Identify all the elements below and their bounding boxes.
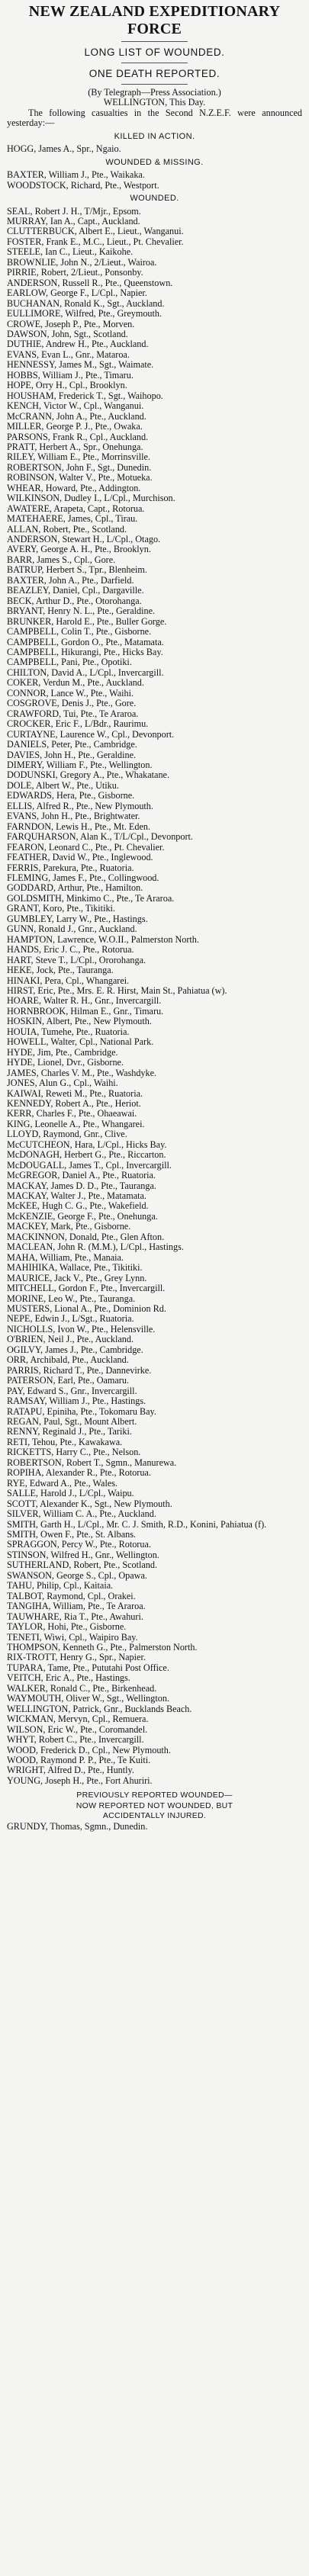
casualty-entry: BEAZLEY, Daniel, Cpl., Dargaville.: [7, 585, 144, 596]
casualty-entry: HAMPTON, Lawrence, W.O.II., Palmerston North.: [7, 933, 199, 945]
casualty-entry: SWANSON, George S., Cpl., Opawa.: [7, 1569, 147, 1581]
correction-heading-line-3: ACCIDENTALLY INJURED.: [102, 1811, 207, 1821]
casualty-entry: WOOD, Raymond P. P., Pte., Te Kuiti.: [7, 1754, 151, 1765]
casualty-entry: COSGROVE, Denis J., Pte., Gore.: [7, 698, 137, 709]
casualty-entry: MACLEAN, John R. (M.M.), L/Cpl., Hastings.: [7, 1241, 184, 1253]
casualty-entry: McCUTCHEON, Hara, L/Cpl., Hicks Bay.: [7, 1139, 167, 1150]
casualty-entry: GUMBLEY, Larry W., Pte., Hastings.: [7, 913, 148, 924]
casualty-entry: WICKMAN, Mervyn, Cpl., Remuera.: [7, 1714, 149, 1725]
casualty-entry: TANGIHA, William, Pte., Te Araroa.: [7, 1601, 146, 1612]
casualty-entry: KENNEDY, Robert A., Pte., Heriot.: [7, 1097, 141, 1109]
casualty-entry: O'BRIEN, Neil J., Pte., Auckland.: [7, 1334, 134, 1345]
casualty-entry: SALLE, Harold J., L/Cpl., Waipu.: [7, 1488, 134, 1499]
casualty-entry: LLOYD, Raymond, Gnr., Clive.: [7, 1129, 127, 1140]
casualty-entry: TAYLOR, Hohi, Pte., Gisborne.: [7, 1621, 127, 1633]
casualty-entry: ROBINSON, Walter V., Pte., Motueka.: [7, 472, 153, 483]
correction-heading: [7, 1791, 302, 1821]
casualty-entry: KERR, Charles F., Pte., Ohaeawai.: [7, 1108, 137, 1119]
casualty-entry: STINSON, Wilfred H., Gnr., Wellington.: [7, 1549, 159, 1560]
casualty-entry: HYDE, Lionel, Dvr., Gisborne.: [7, 1057, 124, 1068]
casualty-entry: McCRANN, John A., Pte., Auckland.: [7, 410, 146, 422]
casualty-entry: HOWELL, Walter, Cpl., National Park.: [7, 1036, 154, 1048]
casualty-entry: YOUNG, Joseph H., Pte., Fort Ahuriri.: [7, 1775, 153, 1786]
casualty-entry: HART, Steve T., L/Cpl., Ororohanga.: [7, 954, 146, 965]
casualty-entry: REGAN, Paul, Sgt., Mount Albert.: [7, 1416, 137, 1427]
casualty-entry: OGILVY, James J., Pte., Cambridge.: [7, 1344, 143, 1355]
casualty-entry: WALKER, Ronald C., Pte., Birkenhead.: [7, 1682, 157, 1694]
casualty-entry: RETI, Tehou, Pte., Kawakawa.: [7, 1436, 123, 1447]
casualty-entry: DAVIES, John H., Pte., Geraldine.: [7, 749, 137, 760]
casualty-entry: FARNDON, Lewis H., Pte., Mt. Eden.: [7, 821, 150, 832]
casualty-entry: GUNN, Ronald J., Gnr., Auckland.: [7, 923, 137, 935]
casualty-entry: MAHA, William, Pte., Manaia.: [7, 1251, 124, 1263]
casualty-entry: CURTAYNE, Laurence W., Cpl., Devonport.: [7, 728, 175, 740]
casualty-entry: CAMPBELL, Gordon O., Pte., Matamata.: [7, 636, 164, 647]
casualty-entry: THOMPSON, Kenneth G., Pte., Palmerston North.: [7, 1641, 198, 1653]
casualty-entry: HOUSHAM, Frederick T., Sgt., Waihopo.: [7, 390, 163, 401]
casualty-entry: SCOTT, Alexander K., Sgt., New Plymouth.: [7, 1498, 172, 1509]
casualty-entry: EVANS, Evan L., Gnr., Mataroa.: [7, 348, 130, 360]
casualty-entry: FARQUHARSON, Alan K., T/L/Cpl., Devonport.: [7, 831, 193, 843]
casualty-entry: HOBBS, William J., Pte., Timaru.: [7, 369, 134, 381]
headline-line-2: FORCE: [127, 21, 182, 37]
casualty-entry: MUSTERS, Lional A., Pte., Dominion Rd.: [7, 1303, 166, 1315]
casualty-entry: SILVER, William C. A., Pte., Auckland.: [7, 1508, 156, 1520]
casualty-entry: KENCH, Victor W., Cpl., Wanganui.: [7, 400, 144, 412]
casualty-entry: ORR, Archibald, Pte., Auckland.: [7, 1354, 129, 1366]
casualty-entry: CAMPBELL, Hikurangi, Pte., Hicks Bay.: [7, 647, 163, 658]
casualty-entry: FERRIS, Parekura, Pte., Ruatoria.: [7, 862, 134, 873]
casualty-entry: RENNY, Reginald J., Pte., Tariki.: [7, 1426, 132, 1437]
casualty-entry: COKER, Verdun M., Pte., Auckland.: [7, 677, 144, 689]
wounded-missing-heading: WOUNDED & MISSING.: [105, 157, 204, 167]
casualty-entry: BATRUP, Herbert S., Tpr., Blenheim.: [7, 564, 147, 576]
casualty-entry: PARSONS, Frank R., Cpl., Auckland.: [7, 431, 149, 442]
casualty-entry: SPRAGGON, Percy W., Pte., Rotorua.: [7, 1539, 151, 1550]
killed-heading: KILLED IN ACTION.: [114, 131, 195, 141]
casualty-entry: SEAL, Robert J. H., T/Mjr., Epsom.: [7, 205, 141, 217]
casualty-entry: WRIGHT, Alfred D., Pte., Huntly.: [7, 1765, 134, 1776]
killed-list: [7, 144, 302, 154]
casualty-entry: BAXTER, William J., Pte., Waikaka.: [7, 169, 145, 181]
casualty-entry: WHEAR, Howard, Pte., Addington.: [7, 482, 141, 493]
casualty-entry: HIRST, Eric, Pte., Mrs. E. R. Hirst, Main St., Pahiatua (w).: [7, 984, 227, 996]
casualty-entry: CHILTON, David A., L/Cpl., Invercargill.: [7, 666, 164, 678]
casualty-entry: MORINE, Leo W., Pte., Tauranga.: [7, 1293, 136, 1304]
casualty-entry: HENNESSY, James M., Sgt., Waimate.: [7, 359, 154, 371]
casualty-entry: HOGG, James A., Spr., Ngaio.: [7, 143, 121, 155]
casualty-entry: GOLDSMITH, Minkimo C., Pte., Te Araroa.: [7, 892, 175, 904]
agency-credit: (By Telegraph—Press Association.): [88, 87, 221, 98]
casualty-entry: CLUTTERBUCK, Albert E., Lieut., Wanganui.: [7, 226, 184, 237]
casualty-entry: HOPE, Orry H., Cpl., Brooklyn.: [7, 380, 127, 391]
casualty-entry: JONES, Alun G., Cpl., Waihi.: [7, 1078, 118, 1089]
casualty-entry: RIX-TROTT, Henry G., Spr., Napier.: [7, 1652, 146, 1663]
casualty-entry: STEELE, Ian C., Lieut., Kaikohe.: [7, 246, 134, 258]
casualty-entry: PATERSON, Earl, Pte., Oamaru.: [7, 1375, 130, 1386]
casualty-entry: BUCHANAN, Ronald K., Sgt., Auckland.: [7, 297, 165, 309]
casualty-entry: RICKETTS, Harry C., Pte., Nelson.: [7, 1447, 141, 1458]
casualty-entry: MITCHELL, Gordon F., Pte., Invercargill.: [7, 1283, 166, 1294]
casualty-entry: ANDERSON, Stewart H., L/Cpl., Otago.: [7, 534, 161, 545]
casualty-entry: FEATHER, David W., Pte., Inglewood.: [7, 852, 153, 863]
intro-paragraph: The following casualties in the Second N.Z.E.F. were announced yesterday:—: [7, 107, 302, 129]
casualty-entry: WELLINGTON, Patrick, Gnr., Bucklands Beach.: [7, 1703, 192, 1714]
casualty-entry: EDWARDS, Hera, Pte., Gisborne.: [7, 790, 135, 801]
casualty-entry: CROCKER, Eric F., L/Bdr., Raurimu.: [7, 718, 149, 730]
casualty-entry: ROBERTSON, Robert T., Sgmn., Manurewa.: [7, 1457, 177, 1468]
casualty-entry: MAURICE, Jack V., Pte., Grey Lynn.: [7, 1272, 147, 1283]
casualty-entry: ELLIS, Alfred R., Pte., New Plymouth.: [7, 800, 153, 811]
casualty-entry: MACKAY, James D. D., Pte., Tauranga.: [7, 1180, 156, 1191]
casualty-entry: AVERY, George A. H., Pte., Brooklyn.: [7, 544, 151, 555]
casualty-entry: HINAKI, Pera, Cpl., Whangarei.: [7, 975, 130, 986]
casualty-entry: DOLE, Albert W., Pte., Utiku.: [7, 779, 119, 791]
casualty-entry: EARLOW, George F., L/Cpl., Napier.: [7, 287, 147, 299]
casualty-entry: BARR, James S., Cpl., Gore.: [7, 554, 116, 565]
casualty-entry: CROWE, Joseph P., Pte., Morven.: [7, 318, 135, 329]
casualty-entry: PARRIS, Richard T., Pte., Dannevirke.: [7, 1364, 152, 1376]
casualty-entry: MATEHAERE, James, Cpl., Tirau.: [7, 513, 138, 525]
headline-line-1: NEW ZEALAND EXPEDITIONARY: [28, 3, 281, 20]
casualty-entry: PRATT, Herbert A., Spr., Onehunga.: [7, 441, 143, 452]
casualty-entry: MACKEY, Mark, Pte., Gisborne.: [7, 1221, 131, 1232]
headline-divider: [121, 41, 188, 42]
casualty-entry: BECK, Arthur D., Pte., Otorohanga.: [7, 595, 142, 606]
casualty-entry: EULLIMORE, Wilfred, Pte., Greymouth.: [7, 308, 163, 320]
casualty-entry: RAMSAY, William J., Pte., Hastings.: [7, 1396, 146, 1407]
wounded-heading: WOUNDED.: [130, 194, 179, 204]
casualty-entry: DIMERY, William F., Pte., Wellington.: [7, 760, 153, 770]
casualty-entry: DAWSON, John, Sgt., Scotland.: [7, 328, 128, 339]
deck-line-1: LONG LIST OF WOUNDED.: [84, 47, 225, 58]
casualty-entry: CONNOR, Lance W., Pte., Waihi.: [7, 687, 134, 699]
casualty-entry: FOSTER, Frank E., M.C., Lieut., Pt. Chevalier.: [7, 236, 184, 247]
dateline: WELLINGTON, This Day.: [103, 97, 206, 108]
casualty-entry: SMITH, Garth H., L/Cpl., Mr. C. J. Smith, R.D., Konini, Pahiatua (f).: [7, 1518, 267, 1530]
casualty-entry: NEPE, Edwin J., L/Sgt., Ruatoria.: [7, 1313, 134, 1325]
casualty-entry: HOUIA, Tumehe, Pte., Ruatoria.: [7, 1026, 130, 1037]
casualty-entry: WOODSTOCK, Richard, Pte., Westport.: [7, 179, 159, 191]
casualty-entry: PAY, Edward S., Gnr., Invercargill.: [7, 1385, 137, 1396]
casualty-entry: BAXTER, John A., Pte., Darfield.: [7, 574, 134, 586]
casualty-entry: MAHIHIKA, Wallace, Pte., Tikitiki.: [7, 1262, 143, 1274]
casualty-entry: FEARON, Leonard C., Pte., Pt. Chevalier.: [7, 841, 165, 853]
casualty-entry: WILKINSON, Dudley I., L/Cpl., Murchison.: [7, 493, 175, 504]
wounded-missing-list: [7, 170, 302, 191]
casualty-entry: WILSON, Eric W., Pte., Coromandel.: [7, 1723, 148, 1735]
casualty-entry: SUTHERLAND, Robert, Pte., Scotland.: [7, 1559, 158, 1571]
casualty-entry: KAIWAI, Reweti M., Pte., Ruatoria.: [7, 1087, 143, 1099]
casualty-entry: WAYMOUTH, Oliver W., Sgt., Wellington.: [7, 1693, 169, 1704]
casualty-entry: GODDARD, Arthur, Pte., Hamilton.: [7, 882, 143, 894]
casualty-entry: DUTHIE, Andrew H., Pte., Auckland.: [7, 339, 149, 350]
casualty-entry: McKEE, Hugh C. G., Pte., Wakefield.: [7, 1200, 149, 1212]
casualty-entry: ANDERSON, Russell R., Pte., Queenstown.: [7, 277, 173, 288]
casualty-entry: ROBERTSON, John F., Sgt., Dunedin.: [7, 461, 152, 473]
casualty-entry: HANDS, Eric J. C., Pte., Rotorua.: [7, 944, 134, 956]
casualty-entry: PIRRIE, Robert, 2/Lieut., Ponsonby.: [7, 267, 143, 278]
casualty-entry: ALLAN, Robert, Pte., Scotland.: [7, 523, 127, 535]
casualty-entry: TALBOT, Raymond, Cpl., Orakei.: [7, 1590, 136, 1601]
casualty-entry: CRAWFORD, Tui, Pte., Te Araroa.: [7, 708, 139, 719]
casualty-entry: CAMPBELL, Colin T., Pte., Gisborne.: [7, 626, 152, 638]
casualty-entry: McDONAGH, Herbert G., Pte., Riccarton.: [7, 1149, 166, 1161]
headline: [7, 3, 302, 38]
casualty-entry: WHYT, Robert C., Pte., Invercargill.: [7, 1734, 144, 1746]
casualty-entry: SMITH, Owen F., Pte., St. Albans.: [7, 1528, 136, 1540]
casualty-entry: RATAPU, Epiniha, Pte., Tokomaru Bay.: [7, 1405, 156, 1417]
casualty-entry: McGREGOR, Daniel A., Pte., Ruatoria.: [7, 1170, 156, 1181]
deck-divider-2: [121, 84, 188, 85]
casualty-entry: HOARE, Walter R. H., Gnr., Invercargill.: [7, 995, 162, 1007]
casualty-entry: HOSKIN, Albert, Pte., New Plymouth.: [7, 1016, 152, 1027]
casualty-entry: RYE, Edward A., Pte., Wales.: [7, 1477, 118, 1489]
wounded-list: [7, 207, 302, 1787]
casualty-entry: HEKE, Jock, Pte., Tauranga.: [7, 965, 114, 976]
casualty-entry: BRYANT, Henry N. L., Pte., Geraldine.: [7, 605, 156, 617]
casualty-entry: JAMES, Charles V. M., Pte., Washdyke.: [7, 1067, 157, 1078]
deck-line-2: ONE DEATH REPORTED.: [89, 68, 220, 79]
casualty-entry: McKENZIE, George F., Pte., Onehunga.: [7, 1210, 158, 1222]
casualty-entry: RILEY, William E., Pte., Morrinsville.: [7, 451, 150, 463]
casualty-entry: TAHU, Philip, Cpl., Kaitaia.: [7, 1580, 114, 1592]
casualty-entry: WOOD, Frederick D., Cpl., New Plymouth.: [7, 1744, 171, 1755]
casualty-entry: CAMPBELL, Pani, Pte., Opotiki.: [7, 657, 132, 668]
casualty-entry: HYDE, Jim, Pte., Cambridge.: [7, 1046, 118, 1058]
casualty-entry: MACKINNON, Donald, Pte., Glen Afton.: [7, 1231, 165, 1242]
casualty-entry: MILLER, George P. J., Pte., Owaka.: [7, 421, 143, 432]
casualty-entry: TUPARA, Tame, Pte., Pututahi Post Office.: [7, 1662, 169, 1673]
casualty-entry: GRANT, Koro, Pte., Tikitiki.: [7, 903, 115, 914]
casualty-entry: McDOUGALL, James T., Cpl., Invercargill.: [7, 1159, 172, 1171]
casualty-entry: DODUNSKI, Gregory A., Pte., Whakatane.: [7, 769, 170, 781]
correction-heading-line-1: PREVIOUSLY REPORTED WOUNDED—: [76, 1791, 233, 1800]
casualty-entry: NICHOLLS, Ivon W., Pte., Helensville.: [7, 1323, 156, 1335]
casualty-entry: MURRAY, Ian A., Capt., Auckland.: [7, 215, 140, 226]
casualty-entry: BROWNLIE, John N., 2/Lieut., Wairoa.: [7, 256, 157, 268]
casualty-entry: MACKAY, Walter J., Pte., Matamata.: [7, 1190, 146, 1202]
correction-heading-line-2: NOW REPORTED NOT WOUNDED, BUT: [76, 1800, 233, 1810]
casualty-entry: BRUNKER, Harold E., Pte., Buller Gorge.: [7, 615, 167, 627]
casualty-entry: HORNBROOK, Hilman E., Gnr., Timaru.: [7, 1005, 164, 1017]
casualty-entry: ROPIHA, Alexander R., Pte., Rotorua.: [7, 1467, 151, 1479]
casualty-entry: TENETI, Wiwi, Cpl., Waipiro Bay.: [7, 1631, 138, 1643]
casualty-entry: VEITCH, Eric A., Pte., Hastings.: [7, 1672, 130, 1684]
casualty-entry: AWATERE, Arapeta, Capt., Rotorua.: [7, 503, 145, 514]
casualty-entry: FLEMING, James F., Pte., Collingwood.: [7, 872, 159, 883]
correction-entry: GRUNDY, Thomas, Sgmn., Dunedin.: [7, 1820, 148, 1832]
casualty-entry: DANIELS, Peter, Pte., Cambridge.: [7, 739, 137, 750]
casualty-entry: EVANS, John H., Pte., Brightwater.: [7, 811, 140, 822]
casualty-entry: KING, Leonelle A., Pte., Whangarei.: [7, 1118, 145, 1129]
casualty-entry: TAUWHARE, Ria T., Pte., Awahuri.: [7, 1611, 143, 1622]
